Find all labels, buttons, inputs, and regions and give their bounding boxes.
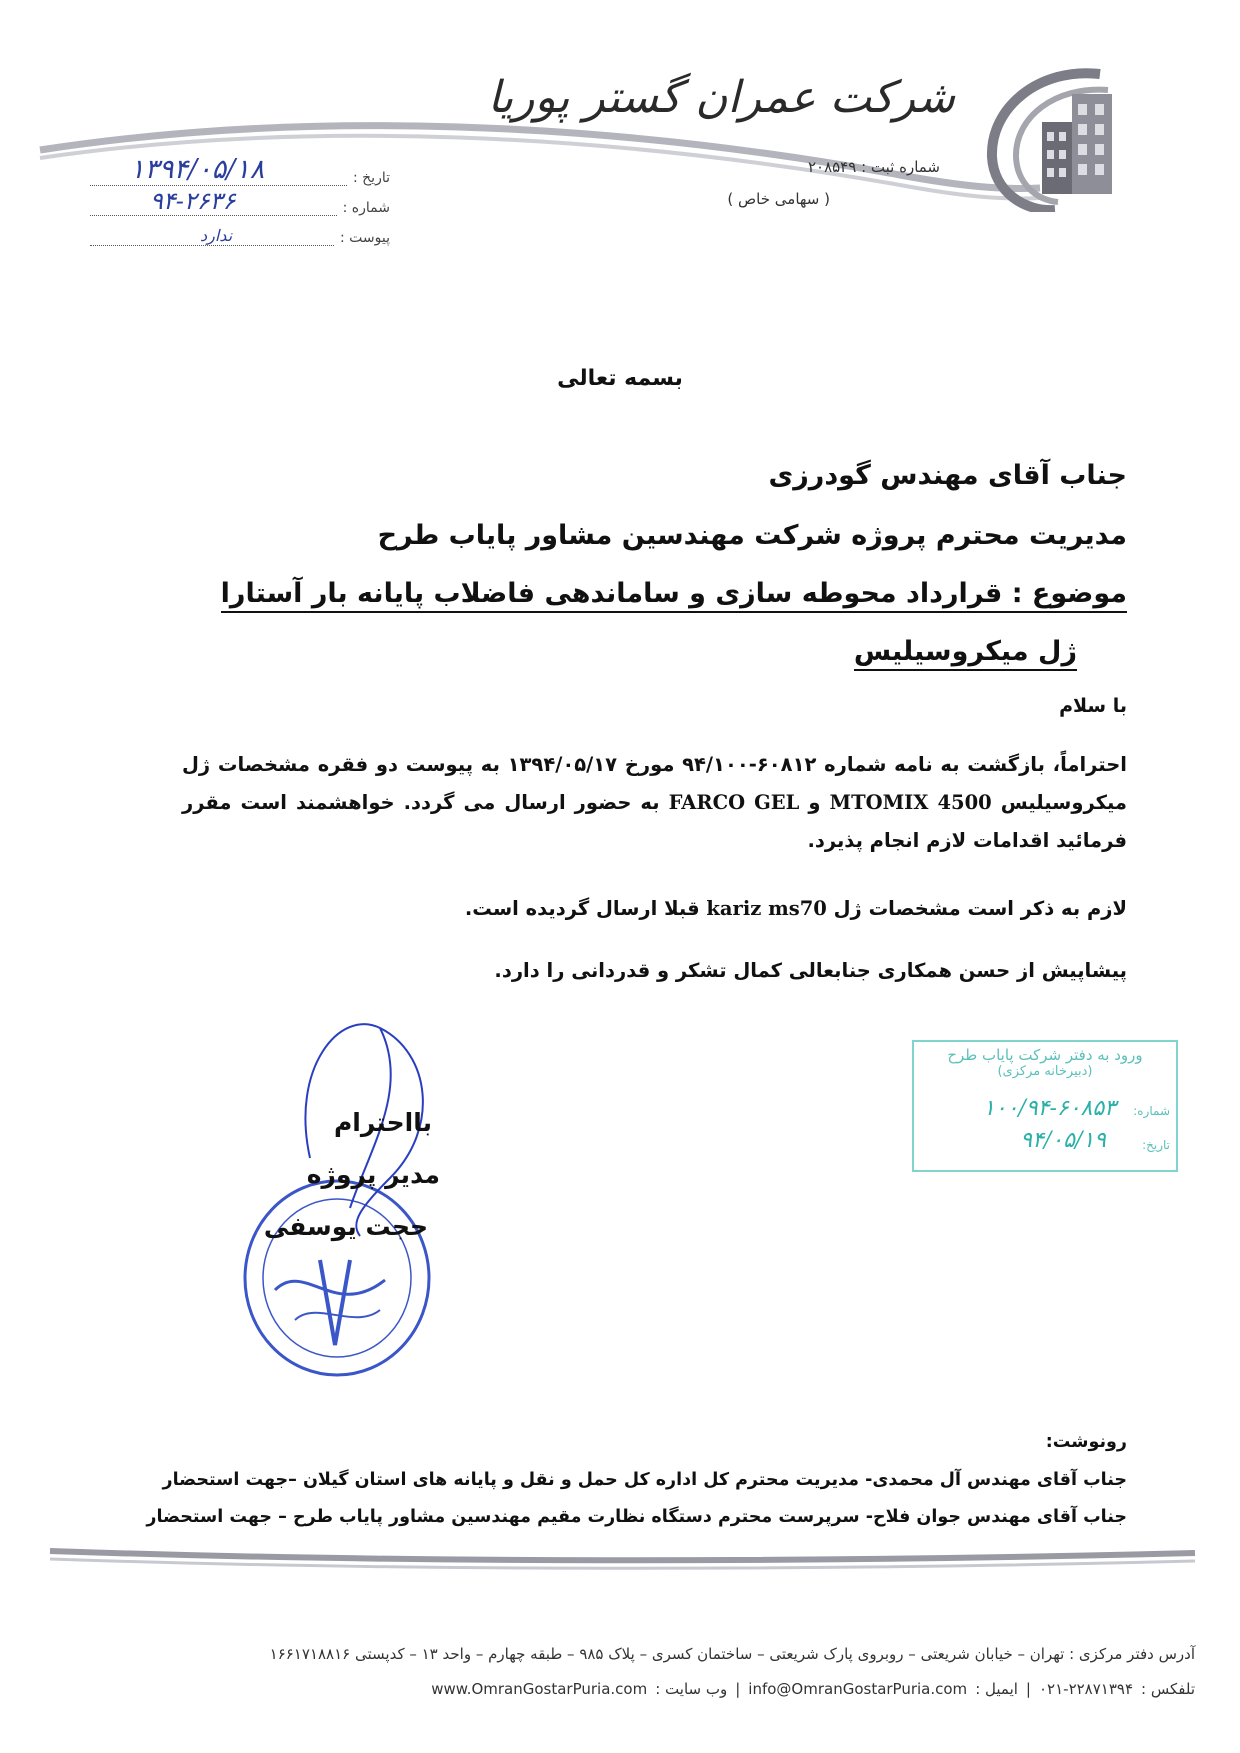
number-value: ۹۴-۲۶۳۶ xyxy=(150,187,236,215)
footer-separator: | xyxy=(735,1680,741,1698)
paragraph-1 xyxy=(182,746,1127,860)
cc-heading: رونوشت: xyxy=(1045,1432,1127,1452)
paragraph-1-start: احتراماً، بازگشت به نامه شماره ۶۰۸۱۲-۹۴/۱۰۰ مورخ ۱۳۹۴/۰۵/۱۷ به پیوست دو فقره مشخصات ژل میکروسیلیس xyxy=(182,753,1127,814)
signature-name: حجت یوسفی xyxy=(263,1212,428,1241)
paragraph-2 xyxy=(182,890,1127,928)
received-stamp-date-label: تاریخ: xyxy=(1142,1138,1170,1152)
date-value: ۱۳۹۴/۰۵/۱۸ xyxy=(130,154,265,185)
footer-address: آدرس دفتر مرکزی : تهران – خیابان شریعتی – روبروی پارک شریعتی – ساختمان کسری – پلاک ۹۸۵ – طبقه چهارم – واحد ۱۳ – کدپستی ۱۶۶۱۷۱۸۸۱۶ xyxy=(269,1645,1195,1663)
website-label: وب سایت : xyxy=(655,1680,728,1698)
company-logo xyxy=(980,62,1130,212)
attachment-line xyxy=(90,223,334,246)
footer-website[interactable]: www.OmranGostarPuria.com xyxy=(431,1680,648,1698)
signature-closing: بااحترام xyxy=(333,1108,432,1137)
subject: موضوع : قرارداد محوطه سازی و ساماندهی فاضلاب پایانه بار آستارا xyxy=(221,578,1127,613)
number-line xyxy=(90,187,337,216)
attachment-row xyxy=(90,218,390,246)
received-stamp-subtitle: (دبیرخانه مرکزی) xyxy=(997,1064,1093,1079)
date-line xyxy=(90,154,347,186)
subject-line-2: ژل میکروسیلیس xyxy=(854,636,1077,671)
paragraph-2-start: لازم به ذکر است مشخصات ژل xyxy=(833,897,1127,920)
paragraph-3: پیشاپیش از حسن همکاری جنابعالی کمال تشکر و قدردانی را دارد. xyxy=(494,959,1127,982)
footer-divider xyxy=(0,1545,1240,1575)
company-name: شرکت عمران گستر پوریا xyxy=(487,72,955,123)
number-row xyxy=(90,188,390,216)
product-mtomix: MTOMIX 4500 xyxy=(829,791,992,814)
email-label: ایمیل : xyxy=(975,1680,1018,1698)
number-label: شماره : xyxy=(342,200,390,216)
footer-separator: | xyxy=(1025,1680,1031,1698)
footer-contacts xyxy=(431,1680,1195,1698)
fax-number: ۰۲۱-۲۲۸۷۱۳۹۴ xyxy=(1038,1680,1134,1698)
registration-number: شماره ثبت : ۲۰۸۵۴۹ xyxy=(807,158,940,176)
date-label: تاریخ : xyxy=(352,170,390,186)
date-row xyxy=(90,154,390,186)
received-stamp-date: ۹۴/۰۵/۱۹ xyxy=(1020,1128,1106,1153)
fax-label: تلفکس : xyxy=(1141,1680,1195,1698)
cc-line-2: جناب آقای مهندس جوان فلاح- سرپرست محترم دستگاه نظارت مقیم مهندسین مشاور پایاب طرح – جهت استحضار xyxy=(146,1507,1127,1527)
attachment-value: ندارد xyxy=(200,226,233,245)
company-type: ( سهامی خاص ) xyxy=(727,190,830,208)
paragraph-2-end: قبلا ارسال گردیده است. xyxy=(464,897,700,920)
basmala: بسمه تعالی xyxy=(557,366,683,391)
recipient: جناب آقای مهندس گودرزی xyxy=(768,460,1127,491)
paragraph-1-end: به حضور ارسال می گردد. خواهشمند است مقرر فرمائید اقدامات لازم انجام پذیرد. xyxy=(182,791,1127,852)
received-stamp-title: ورود به دفتر شرکت پایاب طرح xyxy=(947,1046,1143,1064)
recipient-title: مدیریت محترم پروژه شرکت مهندسین مشاور پایاب طرح xyxy=(377,520,1127,551)
product-farco-gel: FARCO GEL xyxy=(668,791,800,814)
product-kariz: kariz ms70 xyxy=(706,897,827,920)
paragraph-1-and: و xyxy=(808,791,821,814)
received-stamp-number-label: شماره: xyxy=(1133,1104,1170,1118)
signature-position: مدیر پروژه xyxy=(306,1160,440,1189)
received-stamp-number: ۱۰۰/۹۴-۶۰۸۵۳ xyxy=(982,1096,1116,1121)
cc-line-1: جناب آقای مهندس آل محمدی- مدیریت محترم کل اداره کل حمل و نقل و پایانه های استان گیلان –جهت استحضار xyxy=(162,1470,1127,1490)
greeting: با سلام xyxy=(1059,695,1127,717)
footer-email[interactable]: info@OmranGostarPuria.com xyxy=(748,1680,968,1698)
attachment-label: پیوست : xyxy=(340,230,390,246)
received-stamp xyxy=(912,1040,1178,1172)
